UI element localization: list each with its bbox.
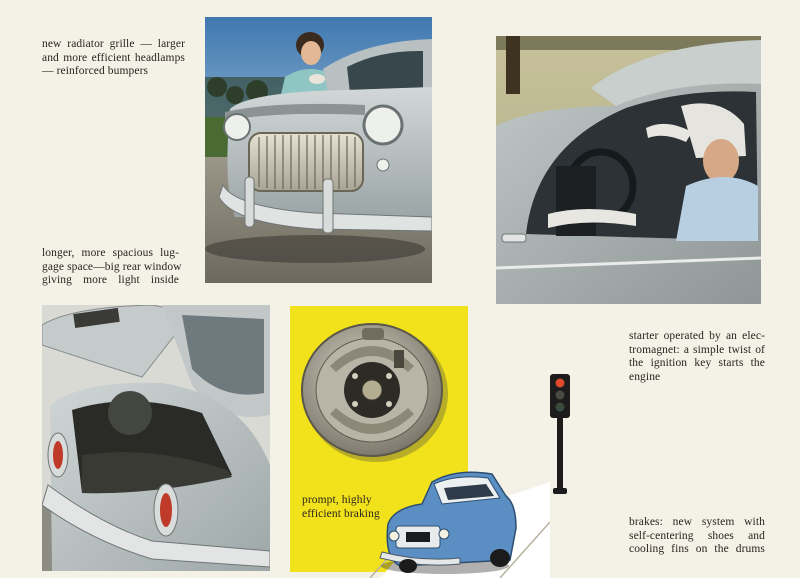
open-trunk-image xyxy=(42,305,270,571)
caption-line: tromagnet: a simple twist of xyxy=(629,343,765,356)
blue-sedan-image xyxy=(360,462,550,578)
caption-line: — reinforced bumpers xyxy=(42,65,149,77)
caption-line: and more efficient headlamps xyxy=(42,51,185,64)
caption-grille xyxy=(42,38,185,79)
caption-line: cooling fins on the drums xyxy=(629,543,765,555)
car-front-photo xyxy=(205,17,432,283)
caption-line: starter operated by an elec- xyxy=(629,330,765,342)
woman-driver-photo xyxy=(496,36,761,304)
caption-starter xyxy=(629,330,765,384)
traffic-light-image xyxy=(548,372,572,496)
traffic-light-illustration xyxy=(548,372,572,496)
caption-line: brakes: new system with xyxy=(629,516,765,528)
open-trunk-photo xyxy=(42,305,270,571)
woman-driver-image xyxy=(496,36,761,304)
caption-line: engine xyxy=(629,370,661,383)
caption-line: the ignition key starts the xyxy=(629,357,765,369)
caption-line: self-centering shoes and xyxy=(629,529,765,542)
caption-line: new radiator grille — larger xyxy=(42,38,185,50)
caption-line: giving more light inside xyxy=(42,274,179,286)
car-front-image xyxy=(205,17,432,283)
caption-line: longer, more spacious lug- xyxy=(42,247,179,259)
blue-sedan-illustration xyxy=(360,462,550,578)
caption-line: gage space—big rear window xyxy=(42,260,182,273)
caption-luggage xyxy=(42,247,182,288)
caption-line: efficient braking xyxy=(302,507,380,520)
caption-line: prompt, highly xyxy=(302,494,372,506)
caption-brakes-system xyxy=(629,516,765,557)
